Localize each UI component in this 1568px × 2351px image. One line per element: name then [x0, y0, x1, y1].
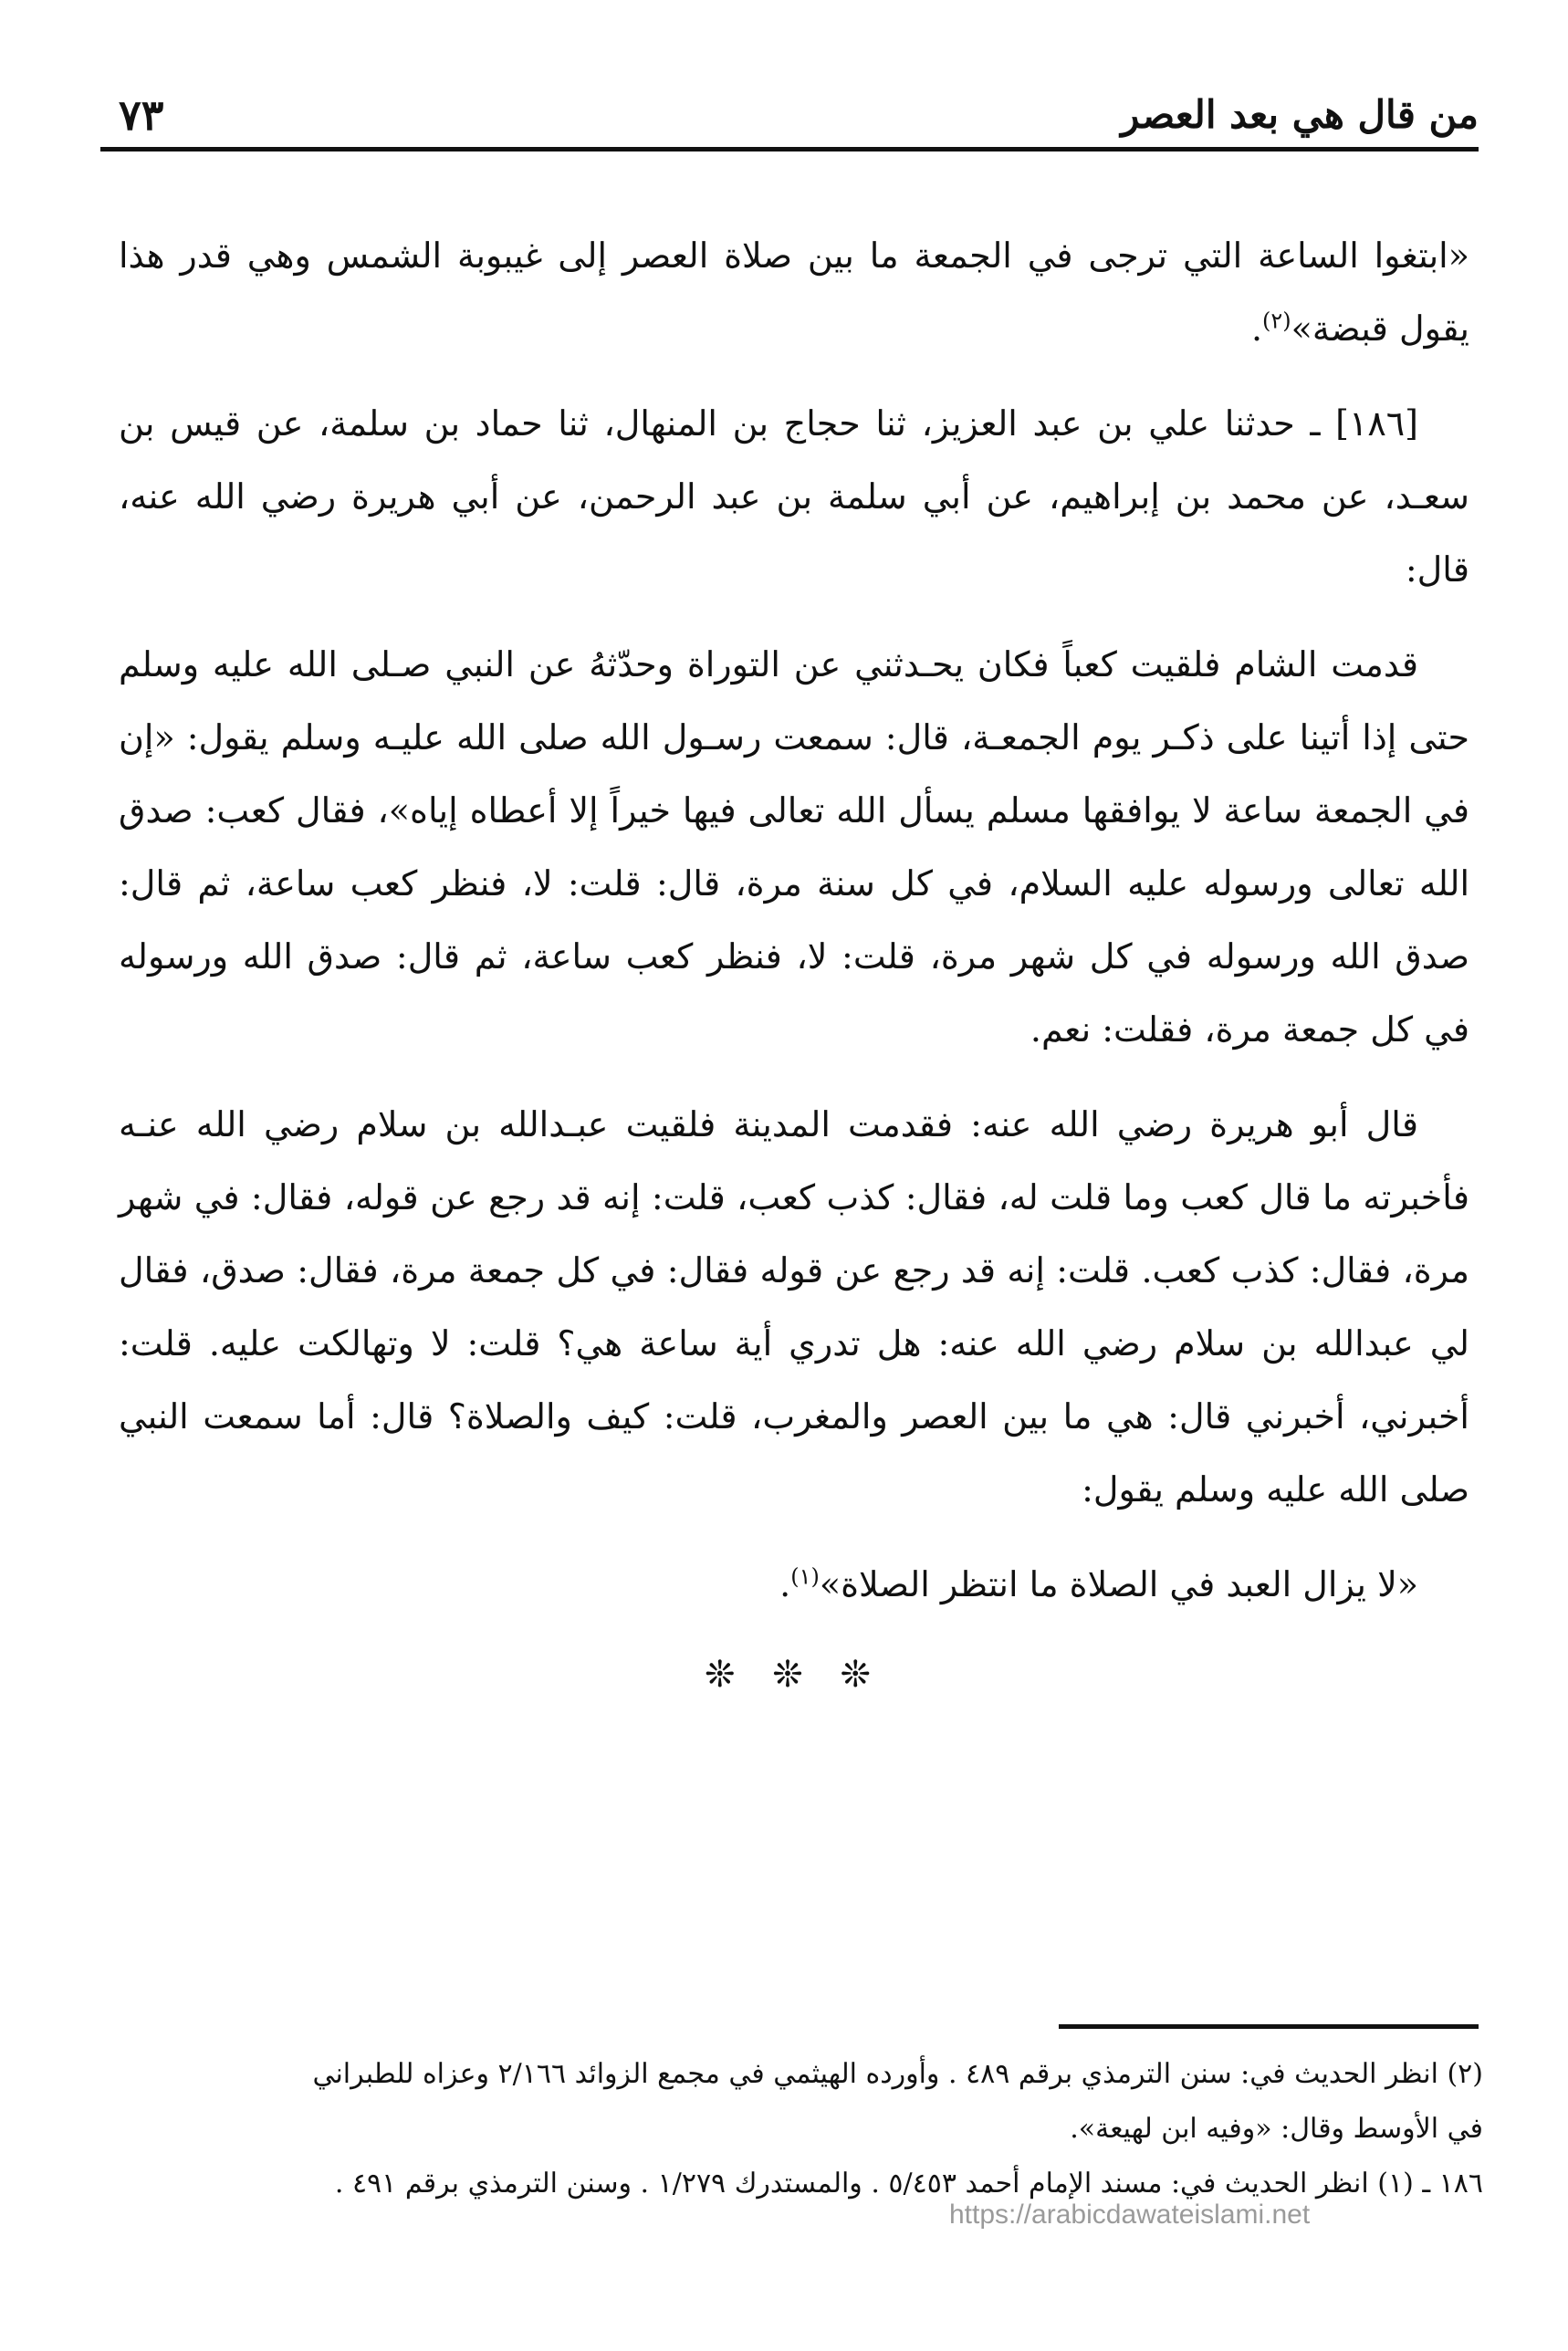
section-ornament: ❊ ❊ ❊ — [705, 1654, 883, 1696]
footnote-2-line-1: (٢) انظر الحديث في: سنن الترمذي برقم ٤٨٩ . وأورده الهيثمي في مجمع الزوائد ٢/١٦٦ وعزاه للطبراني — [312, 2058, 1483, 2090]
footnote-ref: (٢) — [1262, 308, 1291, 334]
main-text — [119, 219, 1469, 1707]
paragraph-hadith-quote — [119, 219, 1469, 365]
paragraph-narration: قدمت الشام فلقيت كعباً فكان يحـدثني عن التوراة وحدّثهُ عن النبي صـلى الله عليه وسلم حتى إذا أتينا على ذكـر يوم الجمعـة، قال: سمعت رسـول الله صلى الله عليـه وسلم يقول: «إن في الجمعة ساعة لا يوافقها مسلم يسأل الله تعالى فيها خيراً إلا أعطاه إياه»، فقال كعب: صدق الله تعالى ورسوله عليه السلام، في كل سنة مرة، قال: قلت: لا، فنظر كعب ساعة، ثم قال: صدق الله ورسوله في كل شهر مرة، قلت: لا، فنظر كعب ساعة، ثم قال: صدق الله ورسوله في كل جمعة مرة، فقلت: نعم. — [119, 644, 1469, 1050]
punctuation: . — [779, 1564, 791, 1604]
punctuation: . — [1250, 308, 1263, 349]
watermark-url: https://arabicdawateislami.net — [949, 2199, 1311, 2230]
page-header — [100, 88, 1479, 152]
running-title: من قال هي بعد العصر — [1121, 92, 1479, 137]
footnote-2-line-2: في الأوسط وقال: «وفيه ابن لهيعة». — [1070, 2113, 1483, 2145]
paragraph-text: «ابتغوا الساعة التي ترجى في الجمعة ما بين صلاة العصر إلى غيبوبة الشمس وهي قدر هذا يقول قبضة» — [119, 235, 1469, 349]
paragraph-abu-hurayra: قال أبو هريرة رضي الله عنه: فقدمت المدينة فلقيت عبـدالله بن سلام رضي الله عنـه فأخبرته ما قال كعب وما قلت له، فقال: كذب كعب، قلت: إنه قد رجع عن قوله، فقال: في شهر مرة، فقال: كذب كعب. قلت: إنه قد رجع عن قوله فقال: في كل جمعة مرة، فقال: صدق، فقال لي عبدالله بن سلام رضي الله عنه: هل تدري أية ساعة هي؟ قلت: لا وتهالكت عليه. قلت: أخبرني، أخبرني قال: هي ما بين العصر والمغرب، قلت: كيف والصلاة؟ قال: أما سمعت النبي صلى الله عليه وسلم يقول: — [119, 1104, 1469, 1510]
footnote-1: ١٨٦ ـ (١) انظر الحديث في: مسند الإمام أحمد ٥/٤٥٣ . والمستدرك ١/٢٧٩ . وسنن الترمذي برقم ٤٩١ . — [334, 2168, 1483, 2199]
paragraph-isnad-186: [١٨٦] ـ حدثنا علي بن عبد العزيز، ثنا حجاج بن المنهال، ثنا حماد بن سلمة، عن قيس بن سعـد، عن محمد بن إبراهيم، عن أبي سلمة بن عبد الرحمن، عن أبي هريرة رضي الله عنه، قال: — [119, 403, 1469, 590]
paragraph-text: «لا يزال العبد في الصلاة ما انتظر الصلاة» — [819, 1564, 1418, 1604]
footnotes — [114, 2049, 1483, 2213]
page-number: ٧٣ — [119, 90, 164, 140]
header-rule — [100, 147, 1479, 152]
paragraph-hadith-closing — [119, 1548, 1469, 1621]
footnote-rule — [1059, 2024, 1479, 2029]
footnote-ref: (١) — [790, 1563, 820, 1590]
